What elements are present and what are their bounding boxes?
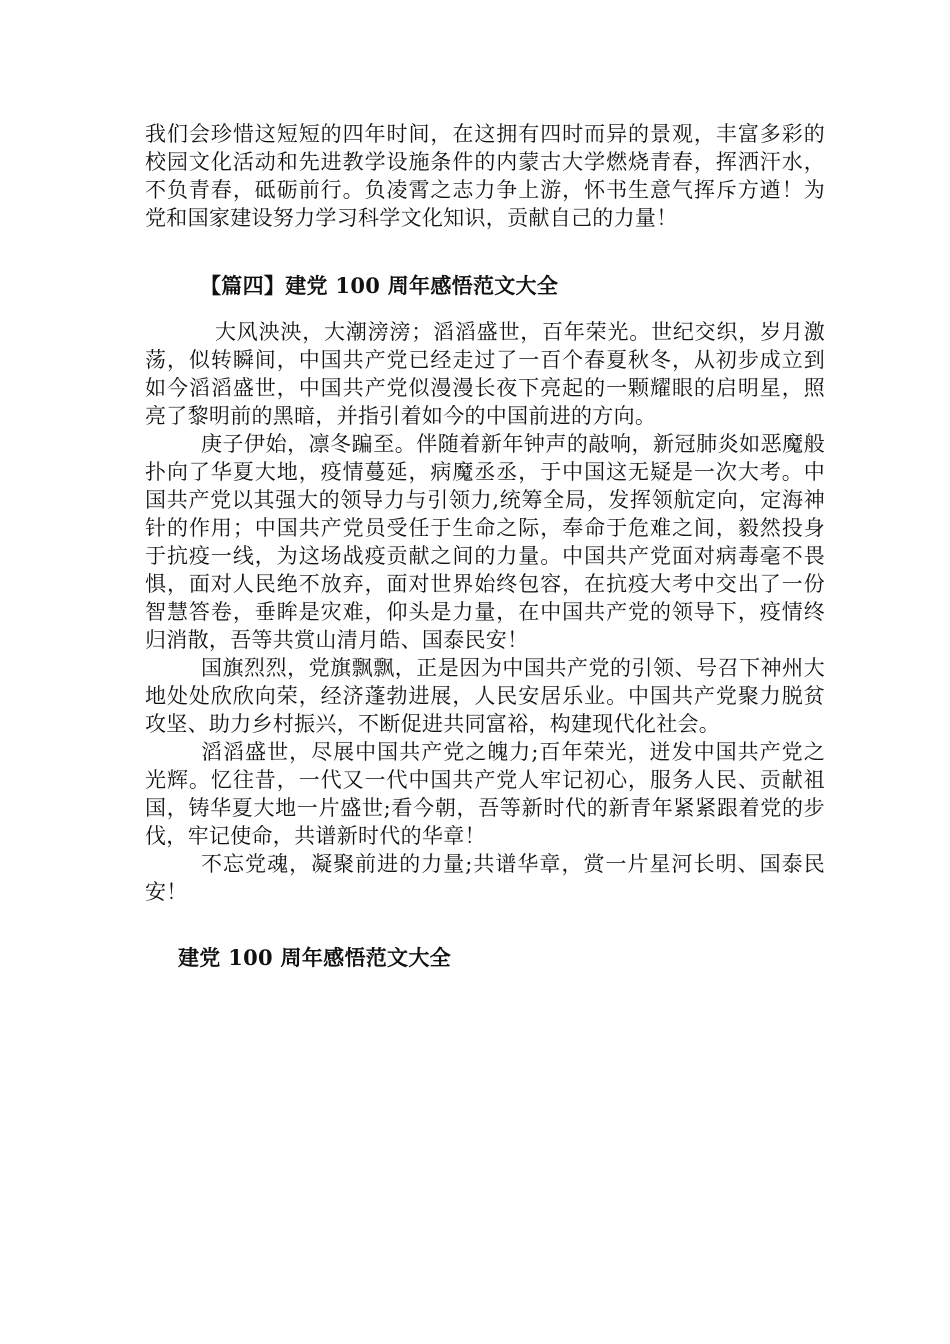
body-paragraph: 国旗烈烈，党旗飘飘，正是因为中国共产党的引领、号召下神州大地处处欣欣向荣，经济蓬勃进展，人民安居乐业。中国共产党聚力脱贫攻坚、助力乡村振兴，不断促进共同富裕，构建现代化社会。 (145, 656, 825, 736)
body-paragraph: 不忘党魂，凝聚前进的力量;共谱华章，赏一片星河长明、国泰民安！ (145, 852, 825, 904)
section-heading: 【篇四】建党 100 周年感悟范文大全 (200, 273, 559, 298)
footer-title: 建党 100 周年感悟范文大全 (178, 945, 451, 970)
intro-block (145, 120, 825, 232)
body-paragraph: 大风泱泱，大潮滂滂；滔滔盛世，百年荣光。世纪交织，岁月激荡，似转瞬间，中国共产党已经走过了一百个春夏秋冬，从初步成立到如今滔滔盛世，中国共产党似漫漫长夜下亮起的一颗耀眼的启明星，照亮了黎明前的黑暗，并指引着如今的中国前进的方向。 (145, 320, 825, 428)
body-paragraph: 庚子伊始，凛冬蹁至。伴随着新年钟声的敲响，新冠肺炎如恶魔般扑向了华夏大地，疫情蔓延，病魔丞丞，于中国这无疑是一次大考。中国共产党以其强大的领导力与引领力,统筹全局，发挥领航定向，定海神针的作用；中国共产党员受任于生命之际，奉命于危难之间，毅然投身于抗疫一线，为这场战疫贡献之间的力量。中国共产党面对病毒毫不畏惧，面对人民绝不放弃，面对世界始终包容，在抗疫大考中交出了一份智慧答卷，垂眸是灾难，仰头是力量，在中国共产党的领导下，疫情终归消散，吾等共赏山清月皓、国泰民安！ (145, 432, 825, 652)
intro-paragraph: 我们会珍惜这短短的四年时间，在这拥有四时而异的景观，丰富多彩的校园文化活动和先进教学设施条件的内蒙古大学燃烧青春，挥洒汗水，不负青春，砥砺前行。负凌霄之志力争上游，怀书生意气挥斥方遒！为党和国家建设努力学习科学文化知识，贡献自己的力量！ (145, 122, 825, 230)
article-body (145, 318, 825, 906)
body-paragraph: 滔滔盛世，尽展中国共产党之魄力;百年荣光，迸发中国共产党之光辉。忆往昔，一代又一代中国共产党人牢记初心，服务人民、贡献祖国，铸华夏大地一片盛世;看今朝，吾等新时代的新青年紧紧跟着党的步伐，牢记使命，共谱新时代的华章！ (145, 740, 825, 848)
